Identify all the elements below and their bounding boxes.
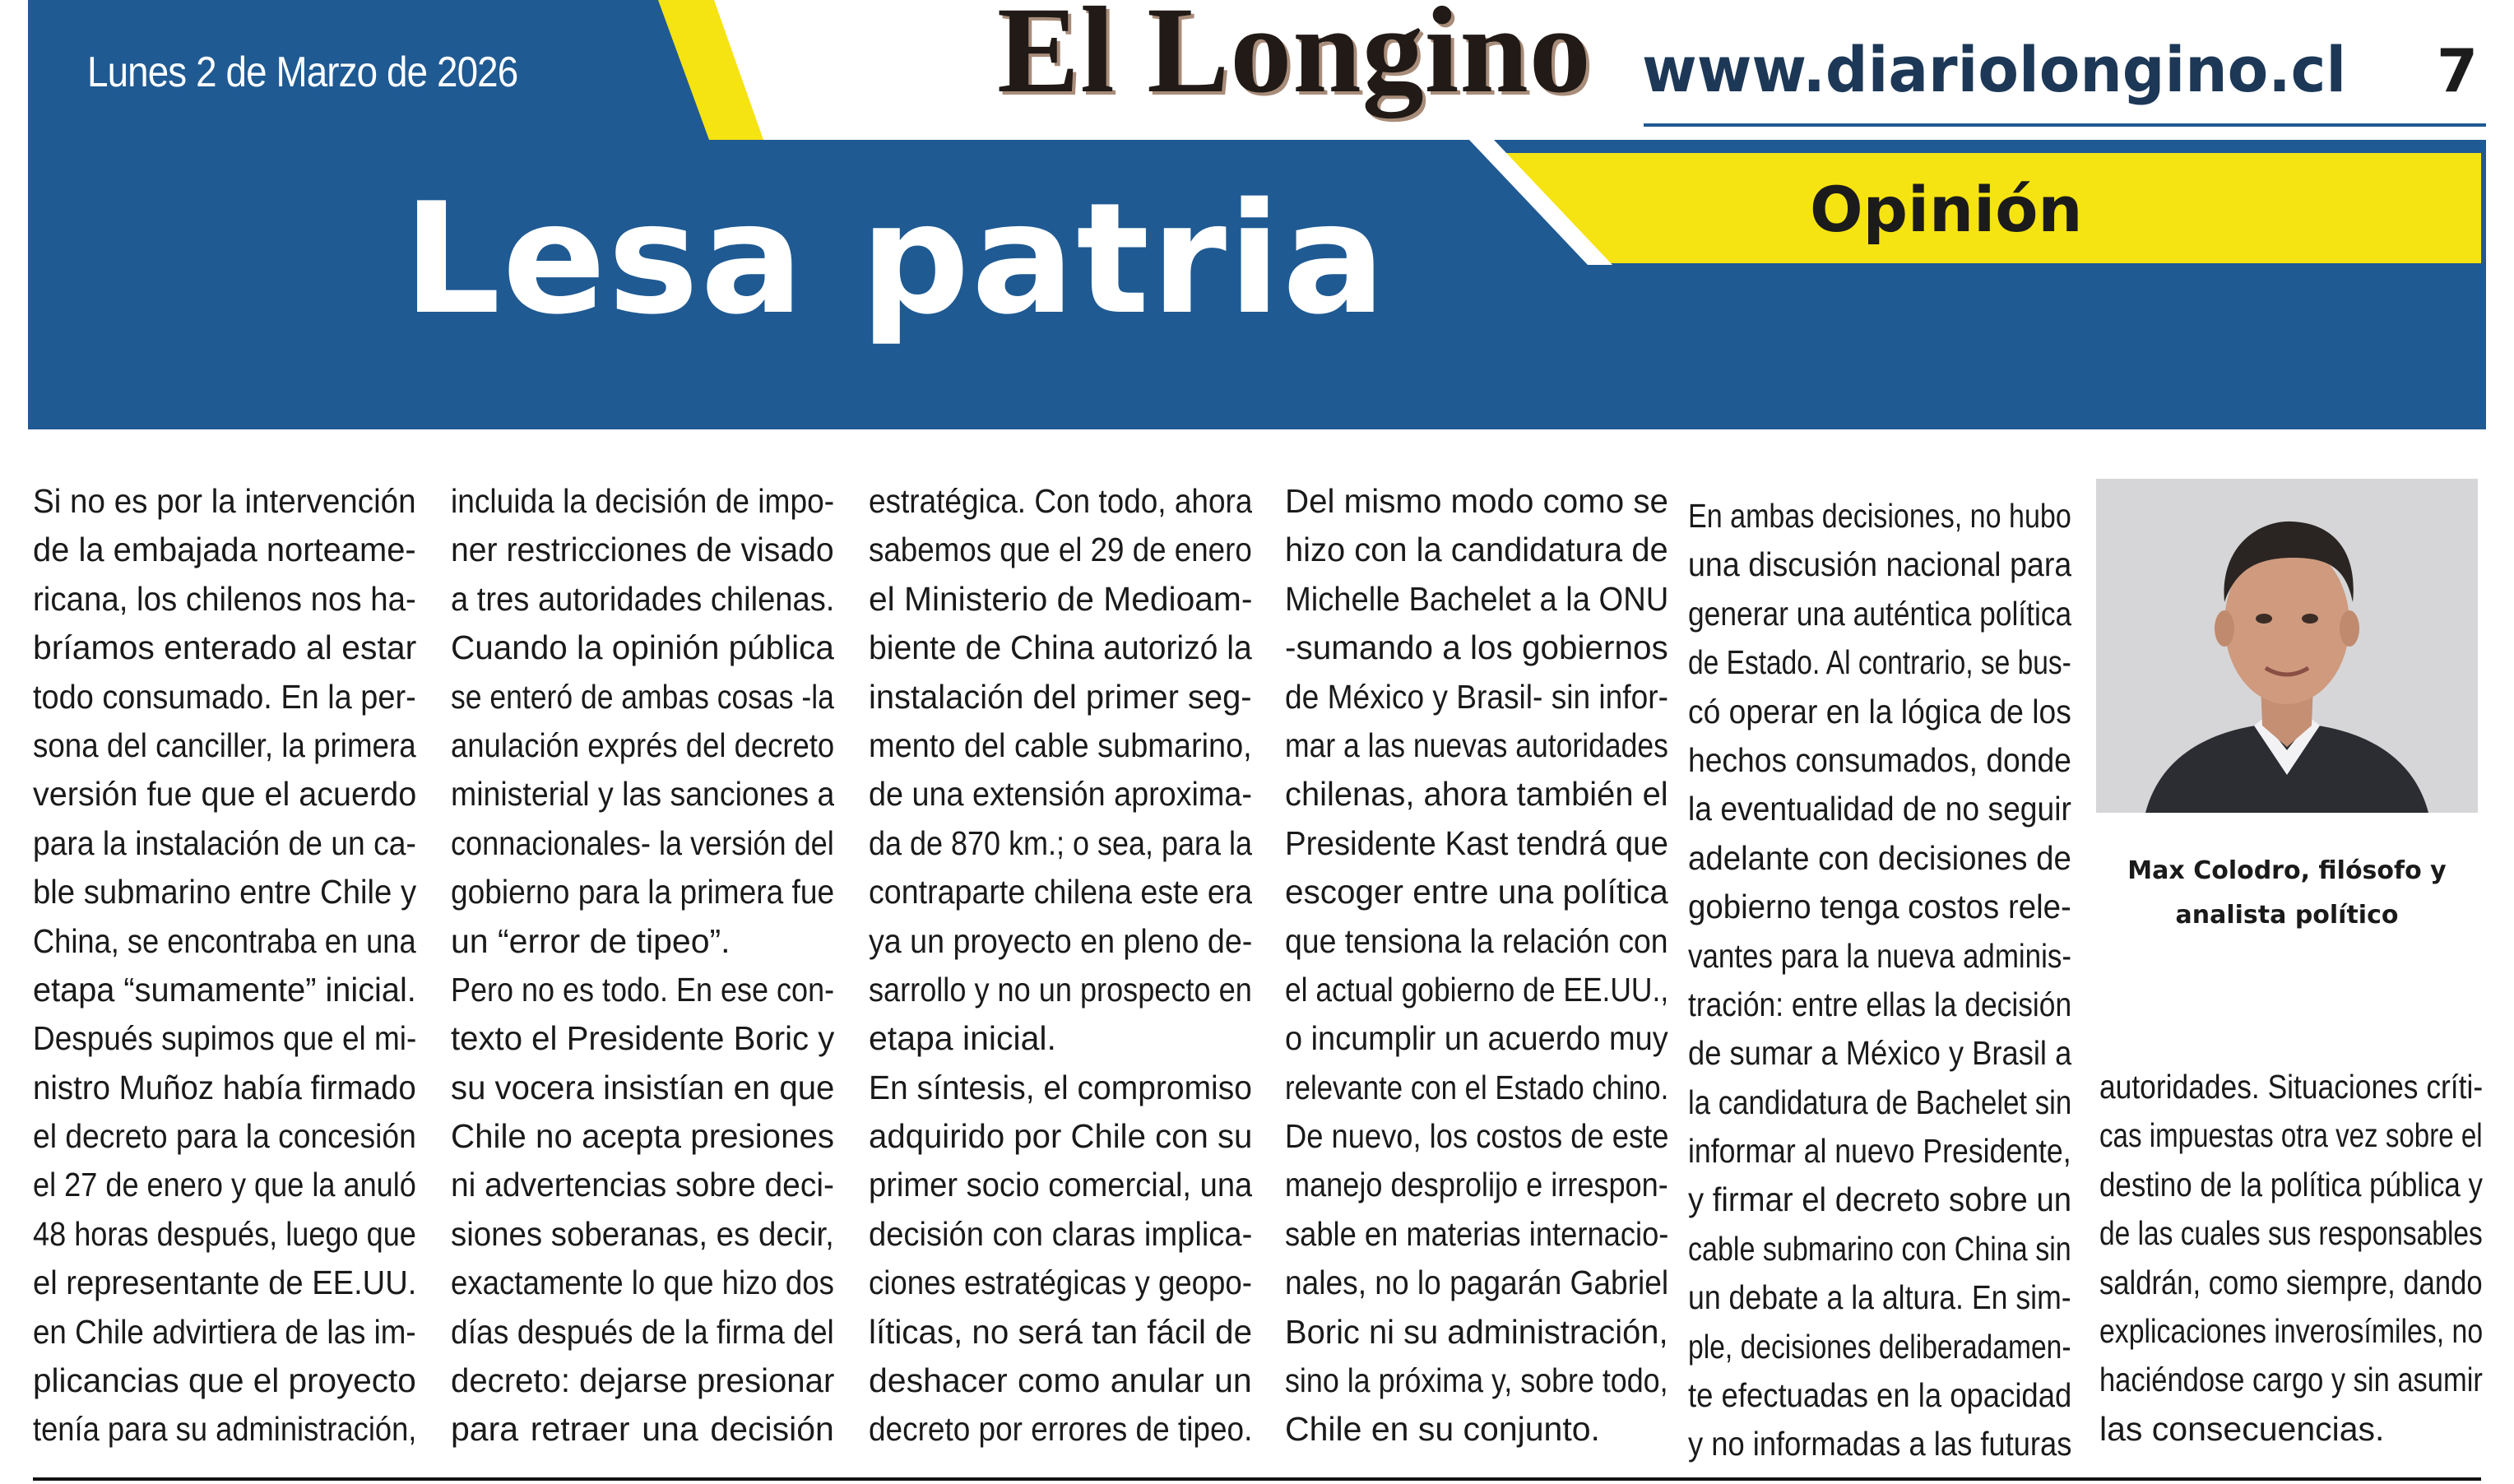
article-column-6 bbox=[2099, 1063, 2483, 1454]
article-line: En síntesis, el compromiso bbox=[869, 1068, 1252, 1106]
article-line: Pero no es todo. En ese con- bbox=[451, 970, 834, 1009]
article-line: te efectuadas en la opacidad bbox=[1688, 1376, 2071, 1415]
article-line: Chile no acepta presiones bbox=[451, 1117, 834, 1156]
article-line: deshacer como anular un bbox=[869, 1361, 1252, 1400]
article-line: chilenas, ahora también el bbox=[1285, 775, 1668, 814]
article-line: Si no es por la intervención bbox=[33, 482, 416, 520]
article-line: cas impuestas otra vez sobre el bbox=[2099, 1116, 2483, 1155]
author-photo bbox=[2096, 479, 2478, 813]
article-line: có operar en la lógica de los bbox=[1688, 692, 2071, 730]
article-headline: Lesa patria bbox=[403, 169, 1388, 348]
article-line: la eventualidad de no seguir bbox=[1688, 790, 2071, 828]
article-line: se enteró de ambas cosas -la bbox=[451, 677, 834, 716]
bottom-rule bbox=[33, 1477, 2481, 1481]
article-line: líticas, no será tan fácil de bbox=[869, 1312, 1252, 1351]
article-line: mar a las nuevas autoridades bbox=[1285, 726, 1668, 764]
article-line: días después de la firma del bbox=[451, 1312, 834, 1351]
article-line: vantes para la nueva adminis- bbox=[1688, 936, 2071, 975]
article-line: estratégica. Con todo, ahora bbox=[869, 482, 1252, 520]
article-line: De nuevo, los costos de este bbox=[1285, 1117, 1668, 1156]
article-column-5 bbox=[1688, 492, 2071, 1469]
article-line: a tres autoridades chilenas. bbox=[451, 579, 834, 618]
article-line: tenía para su administración, bbox=[33, 1410, 416, 1449]
article-line: un debate a la altura. En sim- bbox=[1688, 1278, 2071, 1317]
website-underline bbox=[1644, 123, 2486, 127]
article-line: de las cuales sus responsables bbox=[2099, 1214, 2483, 1253]
article-line: ple, decisiones deliberadamen- bbox=[1688, 1327, 2071, 1366]
photo-caption: Max Colodro, filósofo y analista político bbox=[2127, 856, 2447, 930]
article-line: plicancias que el proyecto bbox=[33, 1361, 416, 1400]
article-line: tración: entre ellas la decisión bbox=[1688, 985, 2071, 1023]
article-line: decreto por errores de tipeo. bbox=[869, 1410, 1252, 1449]
article-line: gobierno para la primera fue bbox=[451, 873, 834, 911]
article-line: o incumplir un acuerdo muy bbox=[1285, 1019, 1668, 1058]
article-column-4 bbox=[1285, 477, 1668, 1454]
article-line: en Chile advirtiera de las im- bbox=[33, 1312, 416, 1351]
article-line: instalación del primer seg- bbox=[869, 677, 1252, 716]
article-line: decisión con claras implica- bbox=[869, 1214, 1252, 1253]
article-line: el actual gobierno de EE.UU., bbox=[1285, 970, 1668, 1009]
article-line: saldrán, como siempre, dando bbox=[2099, 1263, 2483, 1301]
article-line: de sumar a México y Brasil a bbox=[1688, 1034, 2071, 1073]
article-line: escoger entre una política bbox=[1285, 873, 1668, 911]
article-line: de México y Brasil- sin infor- bbox=[1285, 677, 1668, 716]
article-line: gobierno tenga costos rele- bbox=[1688, 888, 2071, 926]
article-line: contraparte chilena este era bbox=[869, 873, 1252, 911]
article-line: incluida la decisión de impo- bbox=[451, 482, 834, 520]
article-line: ni advertencias sobre deci- bbox=[451, 1166, 834, 1204]
article-line: Cuando la opinión pública bbox=[451, 628, 834, 667]
article-line: ya un proyecto en pleno de- bbox=[869, 921, 1252, 960]
article-line: 48 horas después, luego que bbox=[33, 1214, 416, 1253]
article-line: da de 870 km.; o sea, para la bbox=[869, 823, 1252, 862]
article-column-3 bbox=[869, 477, 1252, 1454]
article-line: sarrollo y no un prospecto en bbox=[869, 970, 1252, 1009]
article-line: para la instalación de un ca- bbox=[33, 823, 416, 862]
article-line: hechos consumados, donde bbox=[1688, 740, 2071, 779]
article-line: ble submarino entre Chile y bbox=[33, 873, 416, 911]
article-line: informar al nuevo Presidente, bbox=[1688, 1132, 2071, 1171]
article-line: Michelle Bachelet a la ONU bbox=[1285, 579, 1668, 618]
article-line: Después supimos que el mi- bbox=[33, 1019, 416, 1058]
article-line: decreto: dejarse presionar bbox=[451, 1361, 834, 1400]
article-line: todo consumado. En la per- bbox=[33, 677, 416, 716]
article-line: cable submarino con China sin bbox=[1688, 1229, 2071, 1268]
article-line: hizo con la candidatura de bbox=[1285, 531, 1668, 569]
article-line: etapa “sumamente” inicial. bbox=[33, 970, 416, 1009]
article-line: sino la próxima y, sobre todo, bbox=[1285, 1361, 1668, 1400]
article-line: para retraer una decisión bbox=[451, 1410, 834, 1449]
article-line: el 27 de enero y que la anuló bbox=[33, 1166, 416, 1204]
article-line: bríamos enterado al estar bbox=[33, 628, 416, 667]
article-line: texto el Presidente Boric y bbox=[451, 1019, 834, 1058]
article-line: ciones estratégicas y geopo- bbox=[869, 1264, 1252, 1302]
article-line: el decreto para la concesión bbox=[33, 1117, 416, 1156]
article-line: explicaciones inverosímiles, no bbox=[2099, 1311, 2483, 1350]
article-line: adelante con decisiones de bbox=[1688, 838, 2071, 877]
article-line: ner restricciones de visado bbox=[451, 531, 834, 569]
article-line: sabemos que el 29 de enero bbox=[869, 531, 1252, 569]
article-line: la candidatura de Bachelet sin bbox=[1688, 1083, 2071, 1121]
article-line: versión fue que el acuerdo bbox=[33, 775, 416, 814]
article-line: exactamente lo que hizo dos bbox=[451, 1264, 834, 1302]
article-line: siones soberanas, es decir, bbox=[451, 1214, 834, 1253]
article-line: ministerial y las sanciones a bbox=[451, 775, 834, 814]
article-line: nistro Muñoz había firmado bbox=[33, 1068, 416, 1106]
author-portrait-illustration bbox=[2096, 479, 2478, 813]
article-line: y no informadas a las futuras bbox=[1688, 1425, 2071, 1463]
article-line: mento del cable submarino, bbox=[869, 726, 1252, 764]
article-column-2 bbox=[451, 477, 834, 1454]
masthead-logo: El Longino bbox=[997, 0, 1592, 118]
article-line: sable en materias internacio- bbox=[1285, 1214, 1668, 1253]
page-number: 7 bbox=[2437, 36, 2479, 105]
article-line: adquirido por Chile con su bbox=[869, 1117, 1252, 1156]
article-line: que tensiona la relación con bbox=[1285, 921, 1668, 960]
article-line: el Ministerio de Medioam- bbox=[869, 579, 1252, 618]
article-line: Presidente Kast tendrá que bbox=[1285, 823, 1668, 862]
article-line: China, se encontraba en una bbox=[33, 921, 416, 960]
article-column-1 bbox=[33, 477, 416, 1454]
article-line: ricana, los chilenos nos ha- bbox=[33, 579, 416, 618]
article-line: haciéndose cargo y sin asumir bbox=[2099, 1361, 2483, 1399]
article-line: anulación exprés del decreto bbox=[451, 726, 834, 764]
article-line: un “error de tipeo”. bbox=[451, 921, 731, 960]
article-line: relevante con el Estado chino. bbox=[1285, 1068, 1668, 1106]
article-line: destino de la política pública y bbox=[2099, 1165, 2483, 1203]
article-line: y firmar el decreto sobre un bbox=[1688, 1180, 2071, 1219]
article-line: una discusión nacional para bbox=[1688, 545, 2071, 584]
article-line: primer socio comercial, una bbox=[869, 1166, 1252, 1204]
article-line: de una extensión aproxima- bbox=[869, 775, 1252, 814]
article-line: su vocera insistían en que bbox=[451, 1068, 834, 1106]
article-line: generar una auténtica política bbox=[1688, 594, 2071, 633]
article-line: Boric ni su administración, bbox=[1285, 1312, 1668, 1351]
article-line: sona del canciller, la primera bbox=[33, 726, 416, 764]
article-line: de Estado. Al contrario, se bus- bbox=[1688, 643, 2071, 682]
article-line: connacionales- la versión del bbox=[451, 823, 834, 862]
article-line: manejo desprolijo e irrespon- bbox=[1285, 1166, 1668, 1204]
article-line: autoridades. Situaciones críti- bbox=[2099, 1068, 2483, 1106]
article-line: Del mismo modo como se bbox=[1285, 482, 1668, 520]
website-url[interactable]: www.diariolongino.cl bbox=[1642, 33, 2347, 106]
article-line: Chile en su conjunto. bbox=[1285, 1410, 1600, 1449]
article-line: etapa inicial. bbox=[869, 1019, 1056, 1058]
article-line: biente de China autorizó la bbox=[869, 628, 1252, 667]
article-line: de la embajada norteame- bbox=[33, 531, 416, 569]
publication-date: Lunes 2 de Marzo de 2026 bbox=[87, 49, 518, 96]
article-line: nales, no lo pagarán Gabriel bbox=[1285, 1264, 1668, 1302]
article-line: el representante de EE.UU. bbox=[33, 1264, 416, 1302]
article-line: las consecuencias. bbox=[2099, 1409, 2385, 1448]
section-label: Opinión bbox=[1810, 173, 2083, 246]
article-line: En ambas decisiones, no hubo bbox=[1688, 497, 2071, 535]
article-line: -sumando a los gobiernos bbox=[1285, 628, 1668, 667]
